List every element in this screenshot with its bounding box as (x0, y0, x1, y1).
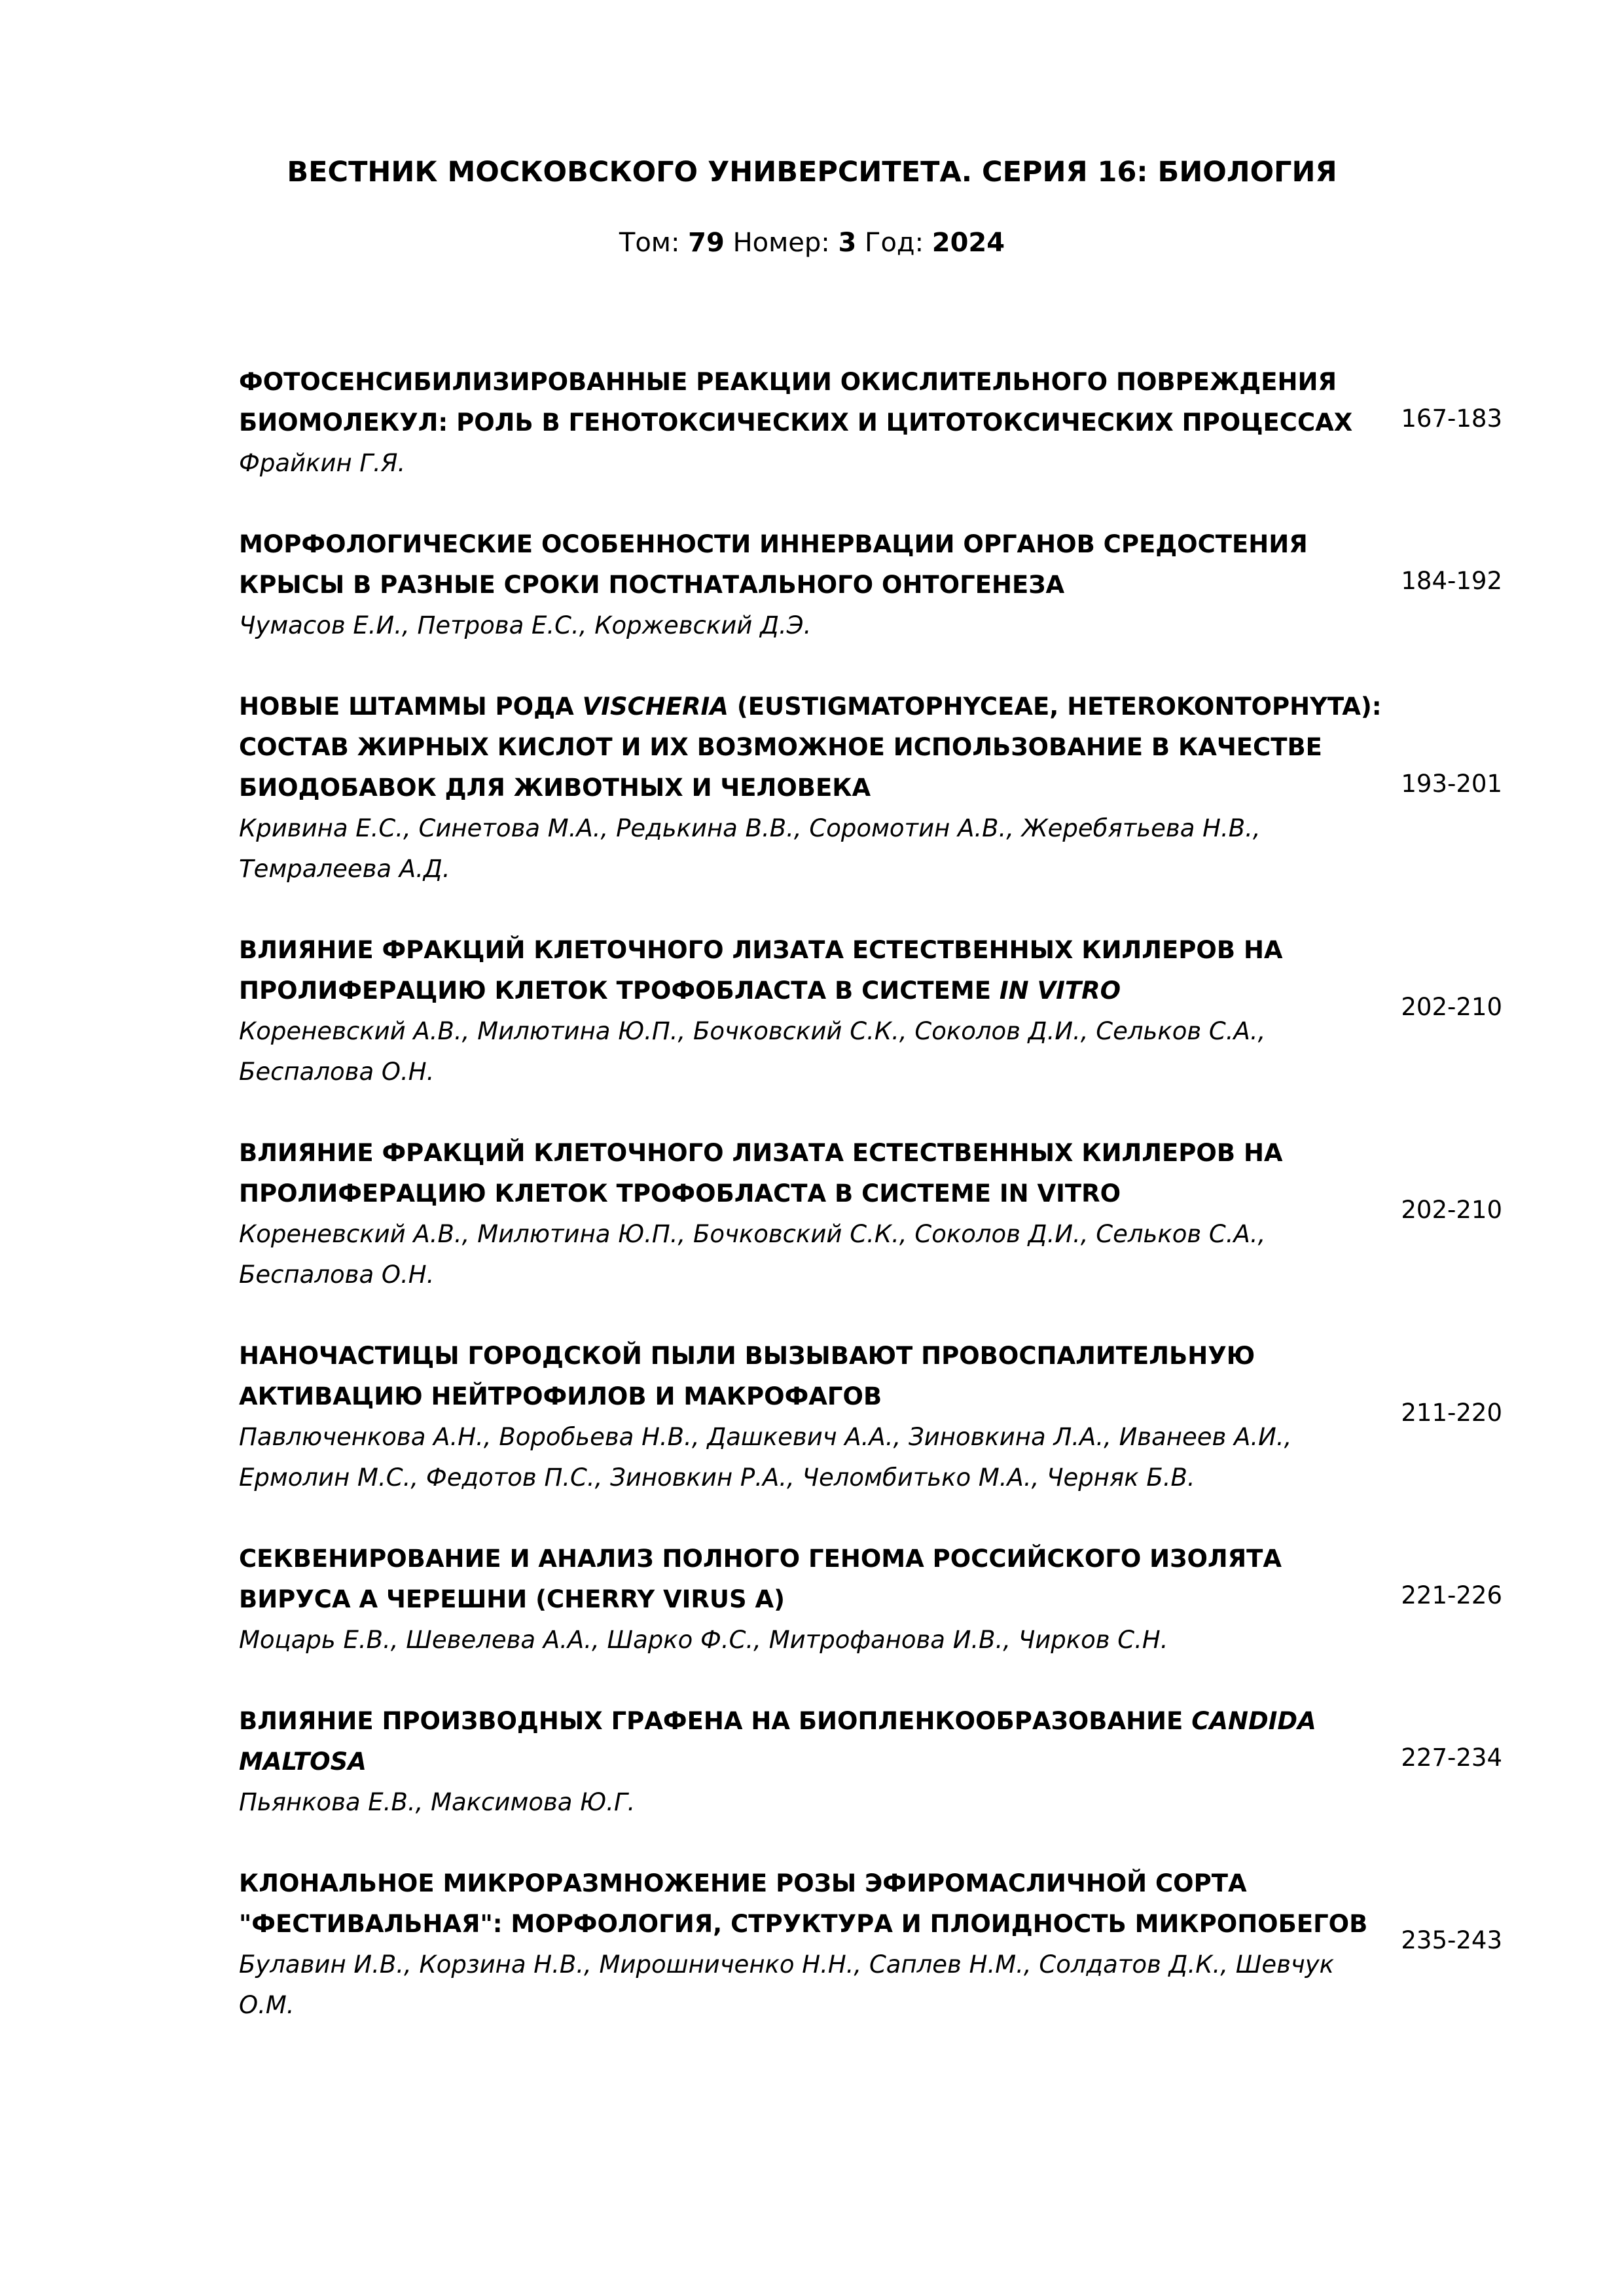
article-title[interactable] (239, 362, 1388, 443)
article-authors: Павлюченкова А.Н., Воробьева Н.В., Дашкевич А.А., Зиновкина Л.А., Иванеев А.И., Ермолин М.С., Федотов П.С., Зиновкин Р.А., Челомбитько М.А., Черняк Б.В. (239, 1423, 1292, 1492)
toc-entry[interactable] (239, 930, 1502, 1092)
article-title-part: ВЛИЯНИЕ ПРОИЗВОДНЫХ ГРАФЕНА НА БИОПЛЕНКООБРАЗОВАНИЕ (239, 1707, 1192, 1735)
year-label: Год: (865, 228, 924, 258)
article-title[interactable] (239, 1133, 1388, 1214)
number-label: Номер: (732, 228, 830, 258)
entry-text (239, 1336, 1388, 1498)
article-title-part: НАНОЧАСТИЦЫ ГОРОДСКОЙ ПЫЛИ ВЫЗЫВАЮТ ПРОВОСПАЛИТЕЛЬНУЮ АКТИВАЦИЮ НЕЙТРОФИЛОВ И МАКРОФАГОВ (239, 1342, 1255, 1410)
article-authors: Кореневский А.В., Милютина Ю.П., Бочковский С.К., Соколов Д.И., Сельков С.А., Беспалова О.Н. (239, 1017, 1266, 1086)
entry-text (239, 1133, 1388, 1295)
entry-text (239, 524, 1388, 646)
article-title-part: (EUSTIGMATOPHYCEAE, HETEROKONTOPHYTA): СОСТАВ ЖИРНЫХ КИСЛОТ И ИХ ВОЗМОЖНОЕ ИСПОЛЬЗОВАНИЕ В КАЧЕСТВЕ БИОДОБАВОК ДЛЯ ЖИВОТНЫХ И ЧЕЛОВЕКА (239, 692, 1382, 802)
entry-text (239, 1539, 1388, 1660)
article-title[interactable] (239, 1701, 1388, 1782)
article-title-part: ВЛИЯНИЕ ФРАКЦИЙ КЛЕТОЧНОГО ЛИЗАТА ЕСТЕСТВЕННЫХ КИЛЛЕРОВ НА ПРОЛИФЕРАЦИЮ КЛЕТОК ТРОФОБЛАСТА В СИСТЕМЕ (239, 936, 1283, 1005)
toc-entry[interactable] (239, 1701, 1502, 1823)
entry-text (239, 930, 1388, 1092)
article-title[interactable] (239, 1863, 1388, 1945)
toc-entry[interactable] (239, 362, 1502, 484)
article-pages: 221-226 (1401, 1581, 1502, 1609)
entry-text (239, 1701, 1388, 1823)
article-title[interactable] (239, 1539, 1388, 1620)
article-title-part: КЛОНАЛЬНОЕ МИКРОРАЗМНОЖЕНИЕ РОЗЫ ЭФИРОМАСЛИЧНОЙ СОРТА "ФЕСТИВАЛЬНАЯ": МОРФОЛОГИЯ, СТРУКТУРА И ПЛОИДНОСТЬ МИКРОПОБЕГОВ (239, 1869, 1368, 1938)
table-of-contents (239, 362, 1502, 2066)
volume-label: Том: (619, 228, 680, 258)
article-title-part: ФОТОСЕНСИБИЛИЗИРОВАННЫЕ РЕАКЦИИ ОКИСЛИТЕЛЬНОГО ПОВРЕЖДЕНИЯ БИОМОЛЕКУЛ: РОЛЬ В ГЕНОТОКСИЧЕСКИХ И ЦИТОТОКСИЧЕСКИХ ПРОЦЕССАХ (239, 368, 1353, 437)
toc-entry[interactable] (239, 1539, 1502, 1660)
article-title[interactable] (239, 687, 1388, 808)
article-pages: 235-243 (1401, 1926, 1502, 1954)
article-title-part: НОВЫЕ ШТАММЫ РОДА (239, 692, 583, 721)
article-title-part: МОРФОЛОГИЧЕСКИЕ ОСОБЕННОСТИ ИННЕРВАЦИИ ОРГАНОВ СРЕДОСТЕНИЯ КРЫСЫ В РАЗНЫЕ СРОКИ ПОСТНАТАЛЬНОГО ОНТОГЕНЕЗА (239, 530, 1308, 599)
toc-entry[interactable] (239, 1863, 1502, 2026)
year-value: 2024 (931, 228, 1005, 258)
article-authors: Кривина Е.С., Синетова М.А., Редькина В.В., Соромотин А.В., Жеребятьева Н.В., Темралеева А.Д. (239, 814, 1261, 883)
article-authors: Пьянкова Е.В., Максимова Ю.Г. (239, 1788, 636, 1816)
article-title-part: СЕКВЕНИРОВАНИЕ И АНАЛИЗ ПОЛНОГО ГЕНОМА РОССИЙСКОГО ИЗОЛЯТА ВИРУСА А ЧЕРЕШНИ (CHERRY VIRUS A) (239, 1545, 1282, 1613)
toc-entry[interactable] (239, 1336, 1502, 1498)
entry-text (239, 687, 1388, 889)
article-title-part: VISCHERIA (582, 692, 729, 721)
article-pages: 193-201 (1401, 769, 1502, 798)
journal-title: ВЕСТНИК МОСКОВСКОГО УНИВЕРСИТЕТА. СЕРИЯ 16: БИОЛОГИЯ (287, 156, 1337, 188)
article-authors: Булавин И.В., Корзина Н.В., Мирошниченко Н.Н., Саплев Н.М., Солдатов Д.К., Шевчук О.М. (239, 1950, 1335, 2019)
volume-value: 79 (688, 228, 725, 258)
article-authors: Фрайкин Г.Я. (239, 449, 406, 477)
article-title-part: IN VITRO (999, 977, 1121, 1005)
article-title-part: CANDIDA MALTOSA (239, 1707, 1316, 1776)
article-title[interactable] (239, 1336, 1388, 1417)
article-pages: 202-210 (1401, 992, 1502, 1021)
article-pages: 202-210 (1401, 1195, 1502, 1224)
article-title-part: ВЛИЯНИЕ ФРАКЦИЙ КЛЕТОЧНОГО ЛИЗАТА ЕСТЕСТВЕННЫХ КИЛЛЕРОВ НА ПРОЛИФЕРАЦИЮ КЛЕТОК ТРОФОБЛАСТА В СИСТЕМЕ IN VITRO (239, 1139, 1283, 1208)
issue-info (0, 228, 1624, 258)
article-pages: 167-183 (1401, 404, 1502, 433)
entry-text (239, 1863, 1388, 2026)
article-authors: Кореневский А.В., Милютина Ю.П., Бочковский С.К., Соколов Д.И., Сельков С.А., Беспалова О.Н. (239, 1220, 1266, 1289)
article-authors: Чумасов Е.И., Петрова Е.С., Коржевский Д.Э. (239, 611, 812, 639)
number-value: 3 (838, 228, 857, 258)
entry-text (239, 362, 1388, 484)
article-pages: 184-192 (1401, 566, 1502, 595)
article-title[interactable] (239, 930, 1388, 1011)
toc-entry[interactable] (239, 1133, 1502, 1295)
article-authors: Моцарь Е.В., Шевелева А.А., Шарко Ф.С., Митрофанова И.В., Чирков С.Н. (239, 1626, 1168, 1654)
toc-entry[interactable] (239, 524, 1502, 646)
article-pages: 211-220 (1401, 1398, 1502, 1427)
article-title[interactable] (239, 524, 1388, 605)
toc-entry[interactable] (239, 687, 1502, 889)
article-pages: 227-234 (1401, 1743, 1502, 1772)
